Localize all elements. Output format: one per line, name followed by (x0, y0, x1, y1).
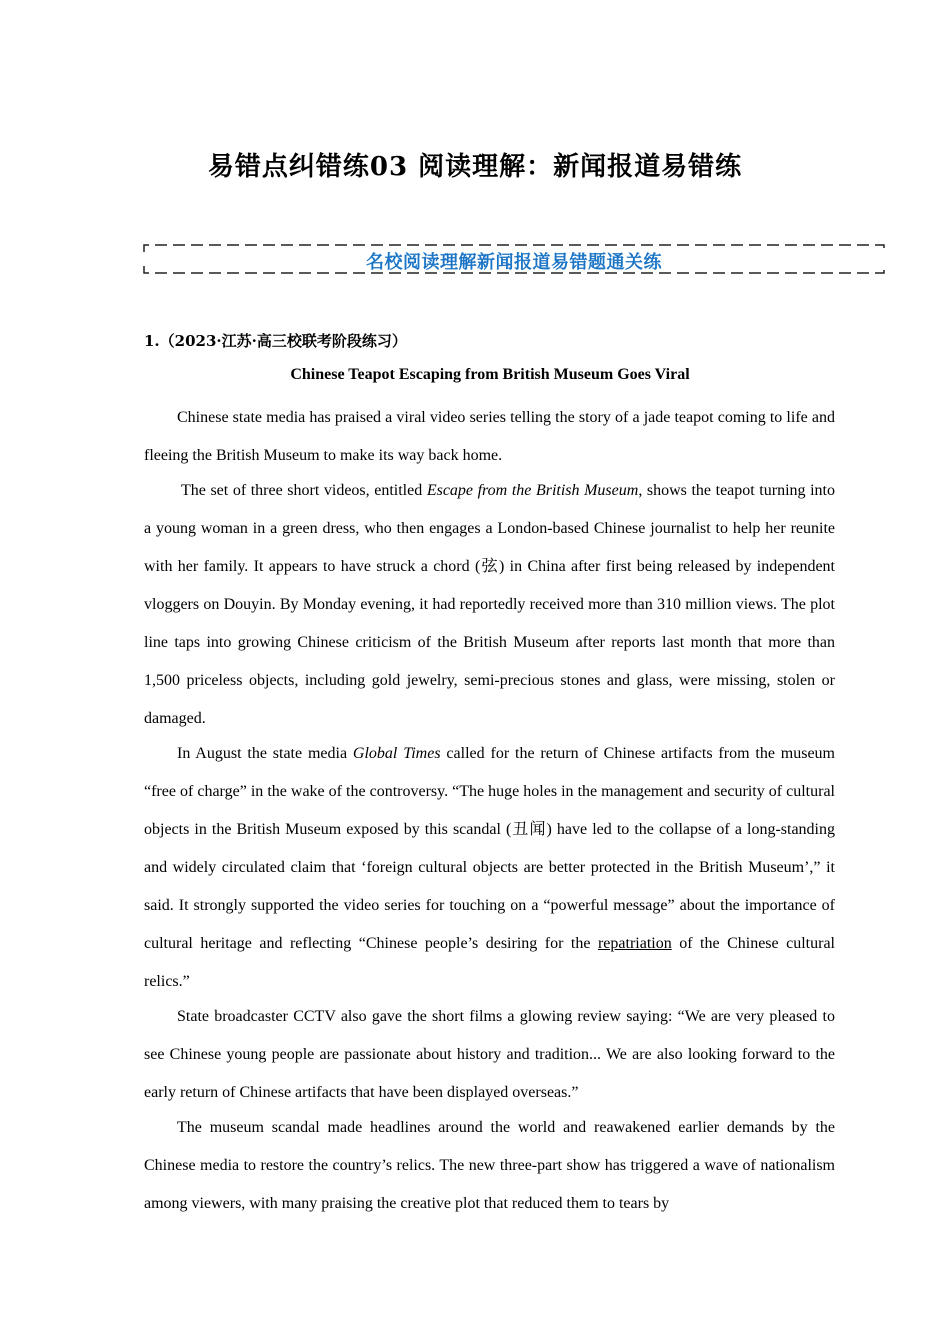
article-title: Chinese Teapot Escaping from British Museum Goes Viral (290, 366, 690, 383)
section-banner (143, 244, 885, 274)
paragraph-5 (144, 1109, 835, 1223)
paragraph-4 (144, 998, 835, 1112)
question-source: 1.（2023·江苏·高三校联考阶段练习） (144, 332, 407, 350)
page-title: 易错点纠错练03 阅读理解：新闻报道易错练 (207, 152, 743, 182)
media-name: Global Times (352, 745, 441, 762)
paragraph-2-text-a: The set of three short videos, entitled (181, 482, 427, 499)
article-body (144, 399, 835, 1220)
paragraph-1 (144, 399, 835, 475)
paragraph-1-text: Chinese state media has praised a viral video series telling the story of a jade teapot coming to life and fleeing the British Museum to make its way back home. (144, 409, 835, 464)
paragraph-3 (144, 735, 835, 1001)
paragraph-3-text-a: In August the state media (177, 745, 353, 762)
underlined-word: repatriation (597, 935, 672, 952)
paragraph-2-text-b: , shows the teapot turning into a young woman in a green dress, who then engages a London-based Chinese journalist to help her reunite with her family. It appears to have struck a chord (弦) in China after first being released by independent vloggers on Douyin. By Monday evening, it had reportedly received more than 310 million views. The plot line taps into growing Chinese criticism of the British Museum after reports last month that more than 1,500 priceless objects, including gold jewelry, semi-precious stones and glass, were missing, stolen or damaged. (144, 482, 835, 727)
paragraph-4-text: State broadcaster CCTV also gave the short films a glowing review saying: “We are very pleased to see Chinese young people are passionate about history and tradition... We are also looking forward to the early return of Chinese artifacts that have been displayed overseas.” (144, 1008, 835, 1101)
paragraph-3-text-c: of the Chinese cultural relics.” (144, 935, 835, 990)
paragraph-3-text-b: called for the return of Chinese artifacts from the museum “free of charge” in the wake of the controversy. “The huge holes in the management and security of cultural objects in the British Museum exposed by this scandal (丑闻) have led to the collapse of a long-standing and widely circulated claim that ‘foreign cultural objects are better protected in the British Museum’,” it said. It strongly supported the video series for touching on a “powerful message” about the importance of cultural heritage and reflecting “Chinese people’s desiring for the (144, 745, 835, 952)
paragraph-2 (144, 472, 835, 738)
banner-label: 名校阅读理解新闻报道易错题通关练 (366, 252, 662, 273)
paragraph-5-text: The museum scandal made headlines around the world and reawakened earlier demands by the Chinese media to restore the country’s relics. The new three-part show has triggered a wave of nationalism among viewers, with many praising the creative plot that reduced them to tears by (144, 1119, 835, 1212)
video-series-title: Escape from the British Museum (426, 482, 639, 499)
